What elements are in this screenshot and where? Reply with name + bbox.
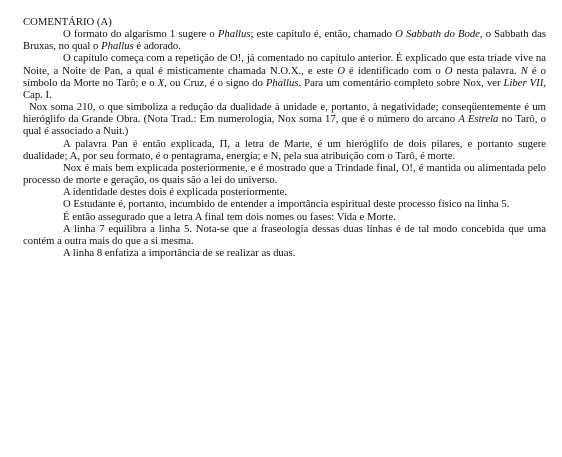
text-run: nesta palavra. <box>452 64 521 77</box>
text-run: A palavra Pan é então explicada, Π, a letra de Marte, é um hieróglifo de dois pilares, e portanto sugere dualidade; A, por seu formato, é o pentagrama, energia; e N, pela sua atribuição com o Tarô, é morte. <box>23 137 546 162</box>
text-run: A linha 8 enfatiza a importância de se realizar as duas. <box>63 246 296 259</box>
text-run: Nox soma 210, o que simboliza a redução da dualidade à unidade e, portanto, à negatividade; conseqüentemente é um hieróglifo da Grande Obra. (Nota Trad.: Em numerologia, Nox soma 17, que é o número do arcano <box>23 101 546 126</box>
text-run: ; este capítulo é, então, chamado <box>250 28 396 41</box>
text-run: , o Sabbath das Bruxas, no qual o <box>23 28 546 53</box>
text-run: , ou Cruz, é o signo do <box>164 76 266 89</box>
paragraph <box>23 186 546 198</box>
italic-text: Phallus <box>101 40 134 53</box>
text-run: , Cap. I. <box>23 76 546 101</box>
text-run: O Estudante é, portanto, incumbido de entender a importância espiritual deste processo físico na linha 5. <box>63 198 510 211</box>
commentary-body <box>23 28 546 259</box>
text-run: Nox é mais bem explicada posteriormente, e é mostrado que a Trindade final, O!, é mantida ou alimentada pelo processo de morte e geração, os quais são a lei do universo. <box>23 161 546 187</box>
text-run: É então assegurado que a letra A final tem dois nomes ou fases: Vida e Morte. <box>63 210 396 223</box>
italic-text: Phallus <box>217 28 251 41</box>
text-run: . Para um comentário completo sobre Nox, ver <box>298 76 504 89</box>
italic-text: A Estrela <box>458 113 499 126</box>
paragraph <box>23 138 546 162</box>
italic-text: O <box>337 64 346 77</box>
text-run: no Tarô, o qual é associado a Nuit.) <box>23 113 547 138</box>
paragraph <box>23 28 546 52</box>
paragraph <box>23 247 546 259</box>
text-run: é o símbolo da Morte no Tarô; e o <box>23 64 547 89</box>
paragraph <box>23 101 546 137</box>
text-run: A linha 7 equilibra a linha 5. Nota-se que a fraseologia dessas duas linhas é de tal modo concebida que uma contém a outra mais do que a si mesma. <box>23 222 546 247</box>
italic-text: O Sabbath do Bode <box>395 28 480 41</box>
text-run: é adorado. <box>133 40 181 53</box>
italic-text: O <box>444 64 453 77</box>
italic-text: X <box>157 76 165 89</box>
section-title: COMENTÁRIO (A) <box>23 16 112 28</box>
italic-text: Phallus <box>265 76 299 89</box>
paragraph <box>23 211 546 223</box>
text-run: é identificado com o <box>345 64 445 77</box>
text-run: O capítulo começa com a repetição de O!, já comentado no capítulo anterior. É explicado que esta tríade vive na Noite, a Noite de Pan, a qual é misticamente chamada N.O.X., e este <box>23 52 546 77</box>
paragraph <box>23 52 546 101</box>
paragraph <box>23 162 546 186</box>
italic-text: N <box>520 64 528 77</box>
paragraph <box>23 198 546 210</box>
paragraph <box>23 223 546 247</box>
text-run: A identidade destes dois é explicada posteriormente. <box>63 186 288 199</box>
italic-text: Liber VII <box>503 76 544 89</box>
text-run: O formato do algarismo 1 sugere o <box>63 28 218 41</box>
